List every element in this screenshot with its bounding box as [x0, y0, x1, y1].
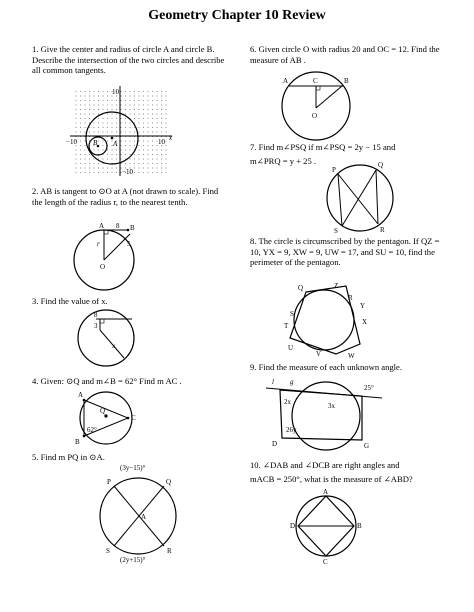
point-o-label: O — [312, 112, 318, 120]
point-c-label: C — [323, 558, 328, 566]
point-d-label: D — [272, 440, 278, 448]
point-r-label: R — [348, 294, 353, 302]
point-c-label: C — [131, 414, 136, 422]
problem-6-text: 6. Given circle O with radius 20 and OC = 12. Find the measure of AB . — [250, 44, 440, 65]
problem-10-text-a: 10. ∠DAB and ∠DCB are right angles and — [250, 460, 400, 470]
problem-1-text: 1. Give the center and radius of circle A and circle B. Describe the intersection of the two circles and describe all common tangents. — [32, 44, 225, 75]
label-x: x — [112, 342, 116, 350]
x-neg-label: −10 — [66, 138, 77, 146]
point-p-label: P — [107, 478, 111, 486]
point-y-label: Y — [360, 302, 366, 310]
radius-r-label: r — [97, 240, 100, 248]
angle-62-label: 62° — [87, 426, 97, 434]
figure-3-chord — [74, 308, 154, 370]
point-b-label: B — [344, 77, 349, 85]
label-8: 8 — [94, 311, 98, 319]
figure-7-inscribed-angles — [320, 158, 400, 234]
problem-8-text: 8. The circle is circumscribed by the pentagon. If QZ = 10, YX = 9, XW = 9, UW = 17, and SU = 10, find the perimeter of the pentagon. — [250, 236, 440, 267]
problem-3-text: 3. Find the value of x. — [32, 296, 108, 306]
point-a-label: A — [323, 488, 329, 496]
point-a-label: A — [78, 391, 84, 399]
point-x-label: X — [362, 318, 368, 326]
problem-7-text-a: 7. Find m∠PSQ if m∠PSQ = 2y − 15 and — [250, 142, 396, 152]
point-a-label: A — [283, 77, 289, 85]
point-q-label: Q — [166, 478, 172, 486]
point-q-label: Q — [100, 407, 106, 415]
point-a-label: A — [99, 222, 105, 230]
point-s-label: S — [290, 310, 294, 318]
problem-5-text: 5. Find m PQ in ⊙A. — [32, 452, 105, 462]
angle-26y-label: 26y — [286, 426, 297, 434]
figure-1-coordinate-grid — [66, 86, 176, 178]
figure-9-inscribed-quadrilateral — [264, 374, 384, 454]
arc-top-label: (3y−15)° — [120, 464, 146, 472]
figure-8-circumscribed-pentagon — [280, 280, 376, 362]
point-t-label: T — [284, 322, 289, 330]
segment-8-label: 8 — [116, 222, 120, 230]
point-g-label: g — [290, 378, 294, 386]
angle-25-label: 25° — [364, 384, 374, 392]
point-a-label: A — [113, 140, 118, 148]
point-g2-label: G — [364, 442, 370, 450]
point-b-label: B — [357, 522, 362, 530]
problem-10-text-b: mACB = 250°, what is the measure of ∠ABD? — [250, 474, 413, 484]
x-pos-label: 10 — [158, 138, 165, 146]
problem-4-text: 4. Given: ⊙Q and m∠B = 62° Find m AC . — [32, 376, 182, 386]
page-title: Geometry Chapter 10 Review — [148, 8, 326, 23]
segment-5-label: 5 — [127, 240, 131, 248]
point-b-label: B — [75, 438, 80, 446]
point-a-label: A — [141, 513, 147, 521]
point-u-label: U — [288, 344, 294, 352]
figure-10-right-angles — [290, 488, 370, 566]
problem-7-text-b: m∠PRQ = y + 25 . — [250, 156, 317, 166]
figure-2-tangent — [70, 220, 180, 294]
label-3: 3 — [94, 322, 98, 330]
point-p-label: P — [332, 166, 336, 174]
point-c-label: C — [313, 77, 318, 85]
point-w-label: W — [348, 352, 355, 360]
point-s-label: S — [334, 227, 338, 235]
point-b-label: B — [130, 224, 135, 232]
y-bottom-label: −10 — [122, 168, 133, 176]
angle-2x-label: 2x — [284, 398, 291, 406]
point-d-label: D — [290, 522, 296, 530]
angle-3x-label: 3x — [328, 402, 335, 410]
point-o-label: O — [100, 263, 106, 271]
point-b-label: B — [93, 139, 98, 147]
point-v-label: V — [316, 350, 322, 358]
problem-2-text: 2. AB is tangent to ⊙O at A (not drawn to scale). Find the length of the radius r, to the nearest tenth. — [32, 186, 219, 207]
figure-5-vertical-angles — [94, 460, 190, 564]
x-axis-label: x — [169, 134, 173, 142]
point-q-label: Q — [298, 284, 304, 292]
figure-4-inscribed-angle — [70, 388, 150, 450]
point-s-label: S — [106, 547, 110, 555]
problem-9-text: 9. Find the measure of each unknown angle. — [250, 362, 403, 372]
y-top-label: 10 — [112, 88, 119, 96]
point-z-label: Z — [334, 282, 339, 290]
arc-bottom-label: (2y+15)° — [120, 556, 146, 564]
point-r-label: R — [167, 547, 172, 555]
line-l-label: l — [272, 378, 274, 386]
point-q-label: Q — [378, 161, 384, 169]
point-r-label: R — [380, 226, 385, 234]
figure-6-chord-distance — [280, 68, 364, 142]
